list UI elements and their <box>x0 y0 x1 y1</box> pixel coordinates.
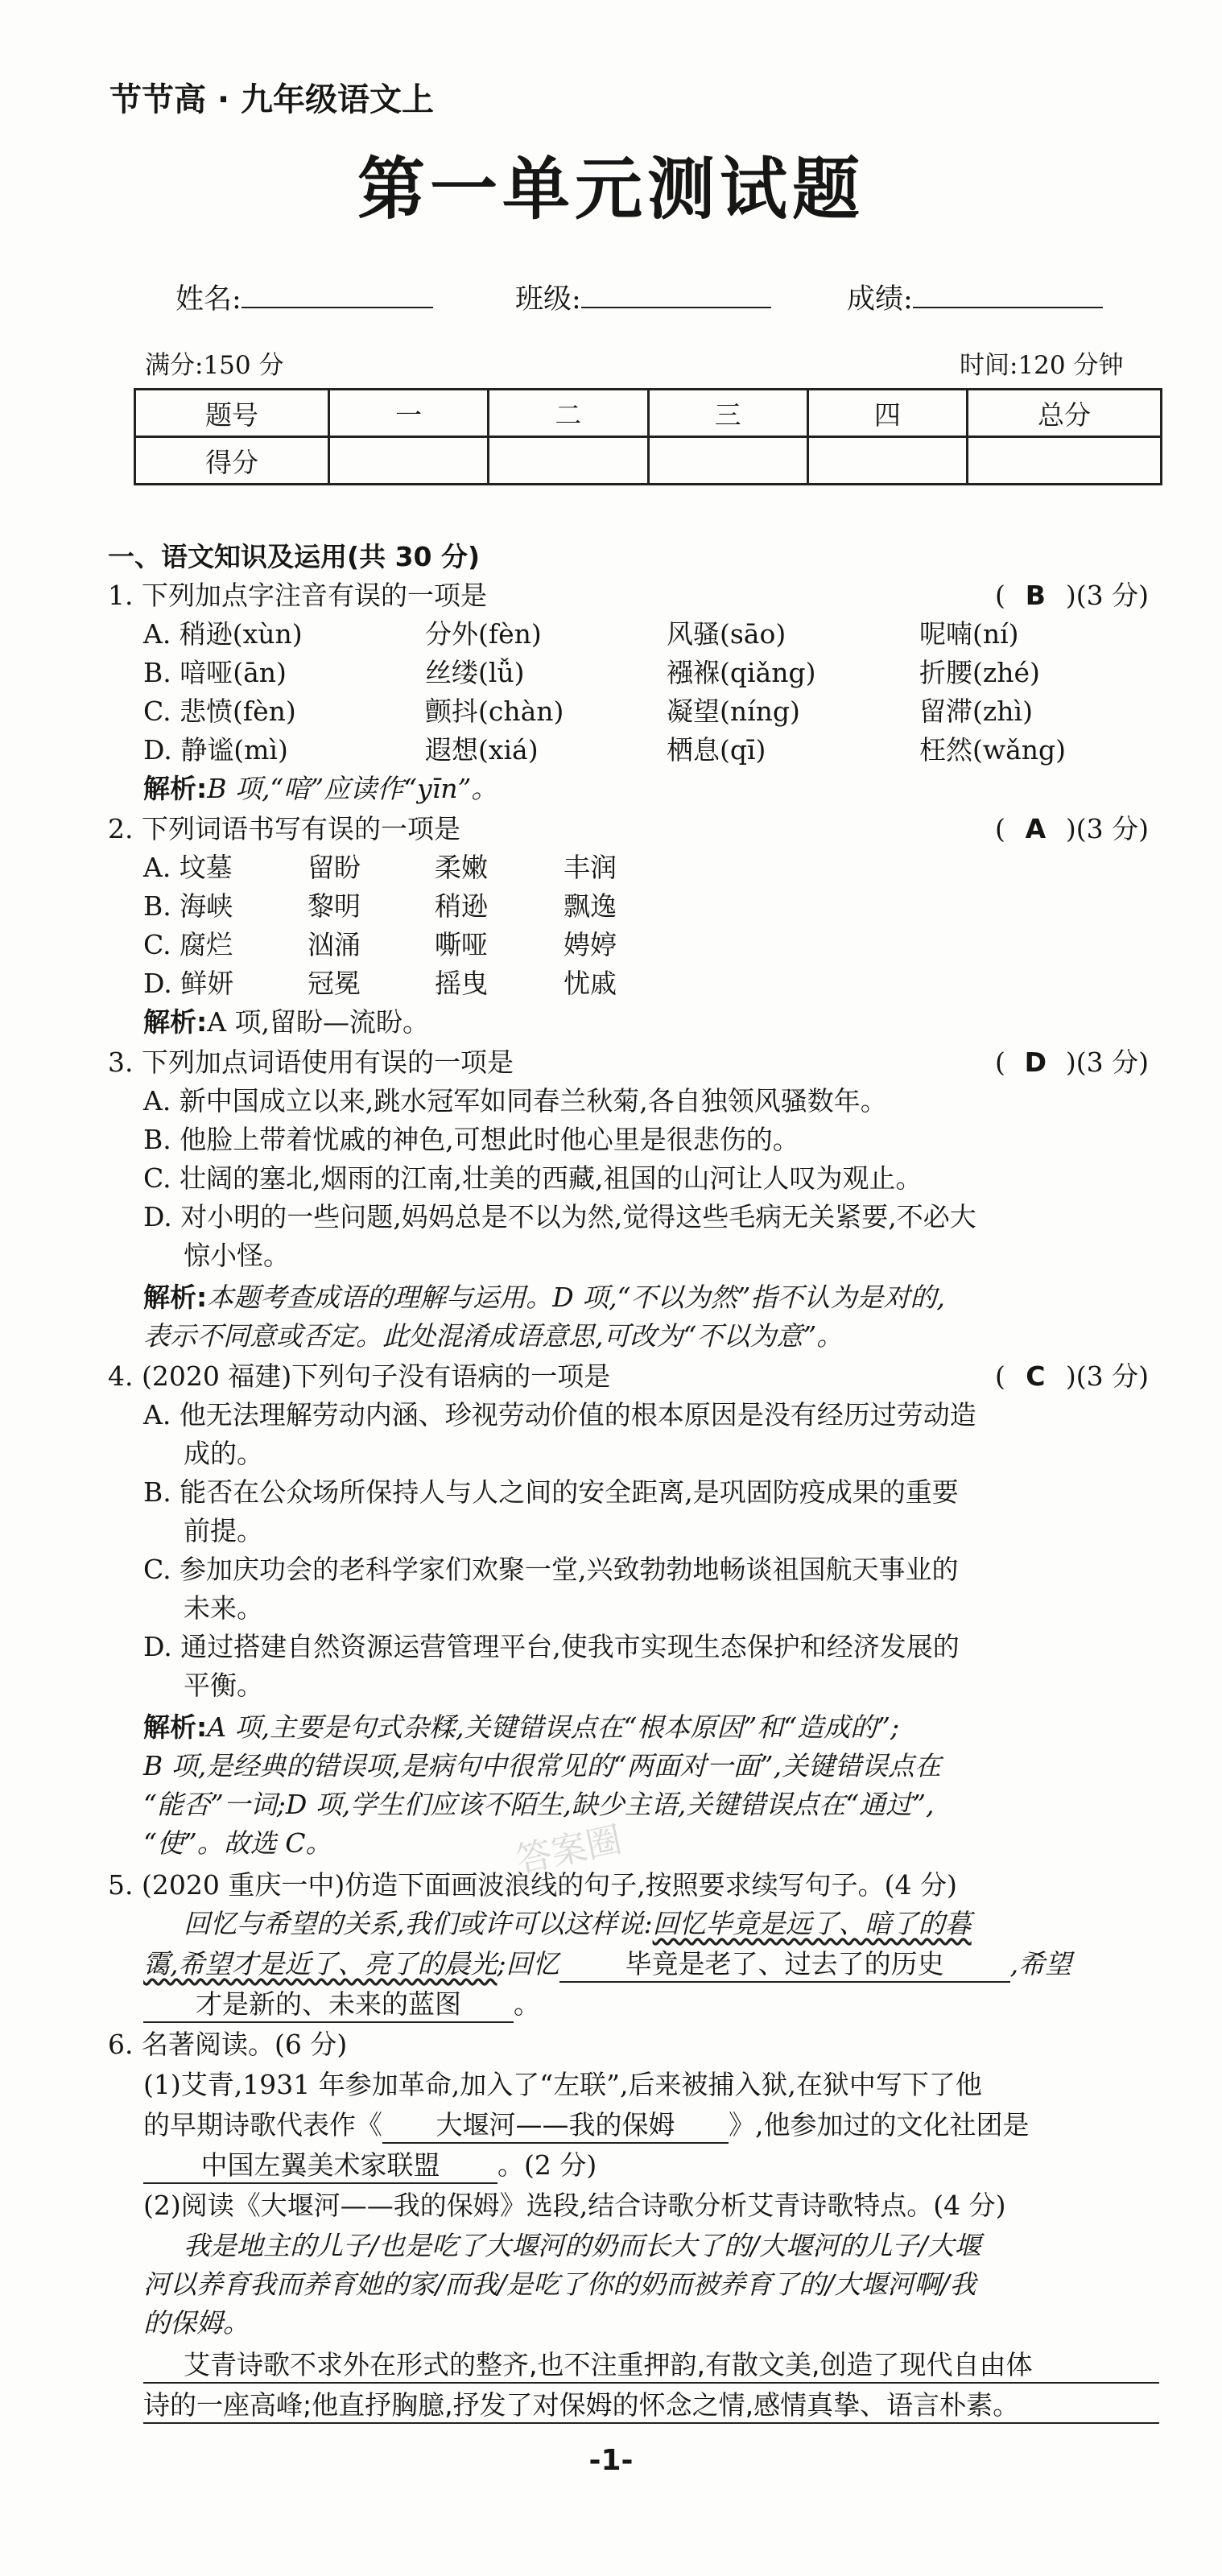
q1-option: D. 静谧(mì) <box>143 734 288 766</box>
q1-option: B. 喑哑(ān) <box>143 657 287 688</box>
q6-poem-line: 我是地主的儿子/也是吃了大堰河的奶而长大了的/大堰河的儿子/大堰 <box>184 2230 981 2261</box>
q2-option: 摇曳 <box>435 968 488 999</box>
q2-option: 飘逸 <box>564 890 617 922</box>
q2-option: 黎明 <box>308 890 361 922</box>
q1-option: C. 悲愤(fèn) <box>143 696 296 727</box>
q1-option: 襁褓(qiǎng) <box>667 657 816 688</box>
q6-stem: 6. 名著阅读。(6 分) <box>108 2029 348 2060</box>
q3-answer: ( D )(3 分) <box>995 1046 1149 1078</box>
q2-option: 柔嫩 <box>435 852 488 883</box>
q2-explanation: 解析:A 项,留盼—流盼。 <box>143 1006 430 1038</box>
q4-explanation-cont: “能否”一词;D 项,学生们应该不陌生,缺少主语,关键错误点在“通过”, <box>143 1789 935 1820</box>
q1-option: 呢喃(ní) <box>919 618 1019 650</box>
q2-option: 稍逊 <box>435 890 488 922</box>
q6-answer-blank-1[interactable]: 大堰河——我的保姆 <box>382 2104 729 2144</box>
q1-option: A. 稍逊(xùn) <box>143 618 303 650</box>
q6-part2: (2)阅读《大堰河——我的保姆》选段,结合诗歌分析艾青诗歌特点。(4 分) <box>143 2190 1006 2221</box>
q1-option: 风骚(sāo) <box>667 618 786 650</box>
score-header-cell: 题号 <box>135 390 329 437</box>
q6-poem-line: 河以养育我而养育她的家/而我/是吃了你的奶而被养育了的/大堰河啊/我 <box>143 2268 976 2300</box>
score-cell[interactable] <box>807 437 967 485</box>
q4-option: C. 参加庆功会的老科学家们欢聚一堂,兴致勃勃地畅谈祖国航天事业的 <box>143 1554 959 1585</box>
q1-option: 分外(fèn) <box>425 618 542 650</box>
q6-answer-blank-2[interactable]: 中国左翼美术家联盟 <box>143 2145 497 2184</box>
q1-answer: ( B )(3 分) <box>995 580 1149 611</box>
q2-option: D. 鲜妍 <box>143 968 234 999</box>
score-cell[interactable] <box>329 437 489 485</box>
q1-option: 留滞(zhì) <box>919 696 1033 727</box>
score-cell[interactable] <box>648 437 807 485</box>
q2-option: C. 腐烂 <box>143 929 233 960</box>
q3-option: C. 壮阔的塞北,烟雨的江南,壮美的西藏,祖国的山河让人叹为观止。 <box>143 1162 923 1194</box>
q1-option: 折腰(zhé) <box>919 657 1040 688</box>
q1-option: 栖息(qī) <box>667 734 766 766</box>
q1-option: 枉然(wǎng) <box>919 734 1067 766</box>
q4-option: D. 通过搭建自然资源运营管理平台,使我市实现生态保护和经济发展的 <box>143 1631 960 1662</box>
q4-stem: 4. (2020 福建)下列句子没有语病的一项是 <box>108 1360 611 1392</box>
q2-option: 丰润 <box>564 852 617 883</box>
q6-poem-line: 的保姆。 <box>143 2307 250 2339</box>
q4-option-cont: 前提。 <box>184 1515 263 1546</box>
q3-option: B. 他脸上带着忧戚的神色,可想此时他心里是很悲伤的。 <box>143 1124 799 1155</box>
q6-part1: (1)艾青,1931 年参加革命,加入了“左联”,后来被捕入狱,在狱中写下了他 <box>143 2069 982 2100</box>
name-field[interactable]: 姓名: <box>175 277 433 317</box>
score-table <box>134 388 1162 485</box>
score-cell[interactable] <box>489 437 648 485</box>
q3-option: D. 对小明的一些问题,妈妈总是不以为然,觉得这些毛病无关紧要,不必大 <box>143 1201 976 1232</box>
q1-option: 凝望(níng) <box>667 696 800 727</box>
q2-stem: 2. 下列词语书写有误的一项是 <box>108 813 460 844</box>
q3-explanation: 解析:本题考查成语的理解与运用。D 项,“不以为然”指不认为是对的, <box>143 1282 945 1313</box>
q1-option: 丝缕(lǚ) <box>425 657 525 688</box>
score-row-label: 得分 <box>135 437 329 485</box>
book-header: 节节高 · 九年级语文上 <box>109 81 435 118</box>
q6-answer-line[interactable]: 诗的一座高峰;他直抒胸臆,抒发了对保姆的怀念之情,感情真挚、语言朴素。 <box>143 2384 1159 2424</box>
class-field[interactable]: 班级: <box>515 277 771 317</box>
time-limit: 时间:120 分钟 <box>960 351 1124 380</box>
q5-stem: 5. (2020 重庆一中)仿造下面画波浪线的句子,按照要求续写句子。(4 分) <box>108 1869 957 1901</box>
section-heading: 一、语文知识及运用(共 30 分) <box>108 541 481 572</box>
q3-option-cont: 惊小怪。 <box>184 1240 290 1271</box>
q2-option: 汹涌 <box>308 929 361 960</box>
q3-option: A. 新中国成立以来,跳水冠军如同春兰秋菊,各自独领风骚数年。 <box>143 1085 887 1117</box>
q4-explanation-cont: “使”。故选 C。 <box>143 1827 332 1859</box>
score-cell[interactable] <box>968 437 1162 485</box>
q5-answer-blank-1[interactable]: 毕竟是老了、过去了的历史 <box>559 1943 1010 1983</box>
q3-stem: 3. 下列加点词语使用有误的一项是 <box>108 1046 514 1078</box>
q2-option: A. 坟墓 <box>143 852 233 883</box>
q6-answer-line[interactable]: 艾青诗歌不求外在形式的整齐,也不注重押韵,有散文美,创造了现代自由体 <box>143 2344 1159 2384</box>
q4-option: A. 他无法理解劳动内涵、珍视劳动价值的根本原因是没有经历过劳动造 <box>143 1399 976 1430</box>
score-header-cell: 三 <box>648 390 807 437</box>
q2-option: 留盼 <box>308 852 361 883</box>
q2-answer: ( A )(3 分) <box>995 813 1149 844</box>
q6-part1-line: 中国左翼美术家联盟 。(2 分) <box>143 2145 597 2184</box>
q4-option: B. 能否在公众场所保持人与人之间的安全距离,是巩固防疫成果的重要 <box>143 1476 959 1508</box>
q2-option: 忧戚 <box>564 968 617 999</box>
score-header-cell: 二 <box>489 390 648 437</box>
score-table-header <box>135 390 1162 437</box>
q1-explanation: 解析:B 项,“喑”应读作“yīn”。 <box>143 773 498 804</box>
q4-option-cont: 平衡。 <box>184 1670 263 1701</box>
page-number: -1- <box>588 2444 634 2477</box>
q1-option: 遐想(xiá) <box>425 734 539 766</box>
q4-option-cont: 未来。 <box>184 1592 263 1624</box>
q2-option: 娉婷 <box>564 929 617 960</box>
q4-explanation-cont: B 项,是经典的错误项,是病句中很常见的“两面对一面”,关键错误点在 <box>143 1750 941 1781</box>
full-score: 满分:150 分 <box>145 351 284 380</box>
q5-line: 才是新的、未来的蓝图 。 <box>143 1984 540 2023</box>
q4-answer: ( C )(3 分) <box>995 1360 1149 1392</box>
score-header-cell: 一 <box>329 390 489 437</box>
q4-option-cont: 成的。 <box>184 1438 263 1469</box>
q1-stem: 1. 下列加点字注音有误的一项是 <box>108 580 487 611</box>
score-table-row <box>135 437 1162 485</box>
q4-explanation: 解析:A 项,主要是句式杂糅,关键错误点在“根本原因”和“造成的”; <box>143 1711 900 1743</box>
score-field[interactable]: 成绩: <box>847 277 1103 317</box>
q2-option: 冠冕 <box>308 968 361 999</box>
q3-explanation-cont: 表示不同意或否定。此处混淆成语意思,可改为“不以为意”。 <box>143 1320 844 1352</box>
q2-option: 嘶哑 <box>435 929 488 960</box>
score-header-cell: 四 <box>807 390 967 437</box>
q1-option: 颤抖(chàn) <box>425 696 564 727</box>
watermark: 答案圈 <box>513 1818 625 1882</box>
score-header-cell: 总分 <box>968 390 1162 437</box>
q2-option: B. 海峡 <box>143 890 233 922</box>
q5-line: 霭,希望才是近了、亮了的晨光;回忆 毕竟是老了、过去了的历史 ,希望 <box>143 1943 1071 1983</box>
page-title: 第一单元测试题 <box>357 150 865 229</box>
q6-part1-line: 的早期诗歌代表作《 大堰河——我的保姆 》,他参加过的文化社团是 <box>143 2104 1030 2144</box>
q5-answer-blank-2[interactable]: 才是新的、未来的蓝图 <box>143 1984 514 2023</box>
q5-line: 回忆与希望的关系,我们或许可以这样说:回忆毕竟是远了、暗了的暮 <box>184 1908 972 1939</box>
